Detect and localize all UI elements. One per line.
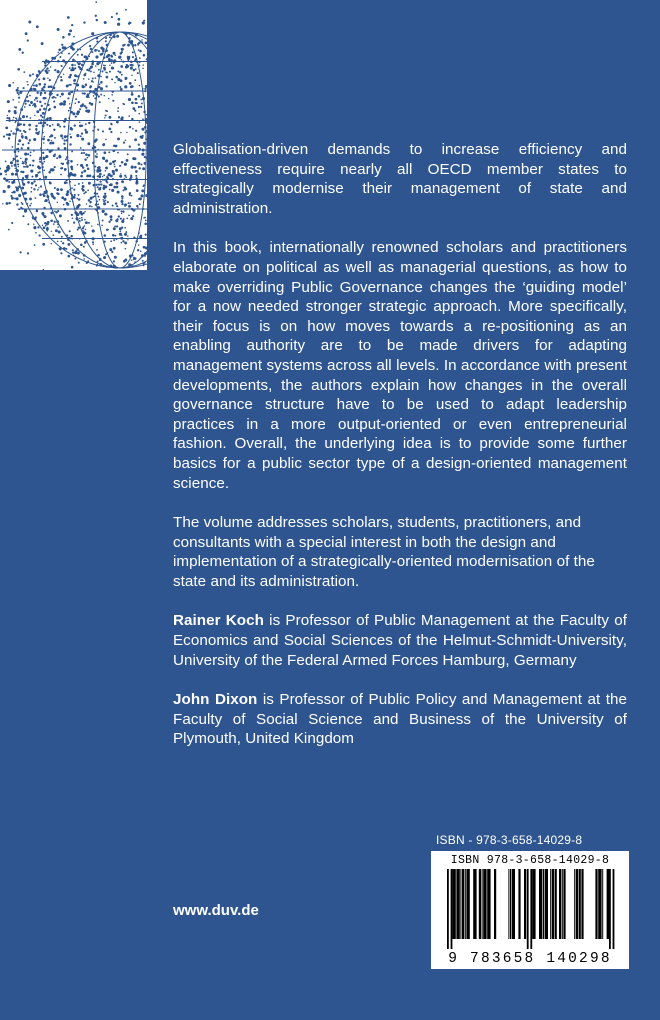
globe-illustration bbox=[0, 0, 147, 270]
author-name: John Dixon bbox=[173, 691, 258, 709]
barcode-digits: 9 783658 140298 bbox=[448, 951, 612, 967]
author-bio-text: is Professor of Public Policy and Management at the Faculty of Social Science and Business of the University of Plymouth, United Kingdom bbox=[173, 691, 627, 748]
isbn-label: ISBN - 978-3-658-14029-8 bbox=[436, 833, 583, 847]
blurb-paragraph-1: Globalisation-driven demands to increase efficiency and effectiveness require nearly all OECD member states to strategically modernise their management of state and administration. bbox=[173, 141, 627, 217]
author-bio-dixon bbox=[173, 690, 627, 749]
barcode-isbn-text: ISBN 978-3-658-14029-8 bbox=[450, 854, 610, 867]
barcode bbox=[431, 851, 629, 969]
blurb-text bbox=[173, 140, 627, 769]
globe-icon bbox=[0, 0, 147, 270]
author-bio-text: is Professor of Public Management at the Faculty of Economics and Social Sciences of the Helmut-Schmidt-University, University of the Federal Armed Forces Hamburg, Germany bbox=[173, 612, 627, 669]
blurb-paragraph-2: In this book, internationally renowned scholars and practitioners elaborate on political as well as managerial questions, as how to make overriding Public Governance changes the ‘guiding model’ for a now needed stronger strategic approach. More specifically, their focus is on how moves towards a re-positioning as an enabling authority are to be made drivers for adapting management systems across all levels. In accordance with present developments, the authors explain how changes in the overall governance structure have to be used to adapt leadership practices in a more output-oriented or even entrepreneurial fashion. Overall, the underlying idea is to provide some further basics for a public sector type of a design-oriented management science. bbox=[173, 239, 627, 492]
author-name: Rainer Koch bbox=[173, 612, 264, 630]
blurb-paragraph-3: The volume addresses scholars, students, practitioners, and consultants with a special interest in both the design and implementation of a strategically-oriented modernisation of the state and its administration. bbox=[173, 514, 595, 590]
barcode-icon bbox=[443, 869, 617, 949]
publisher-website: www.duv.de bbox=[173, 902, 259, 919]
author-bio-koch bbox=[173, 611, 627, 670]
